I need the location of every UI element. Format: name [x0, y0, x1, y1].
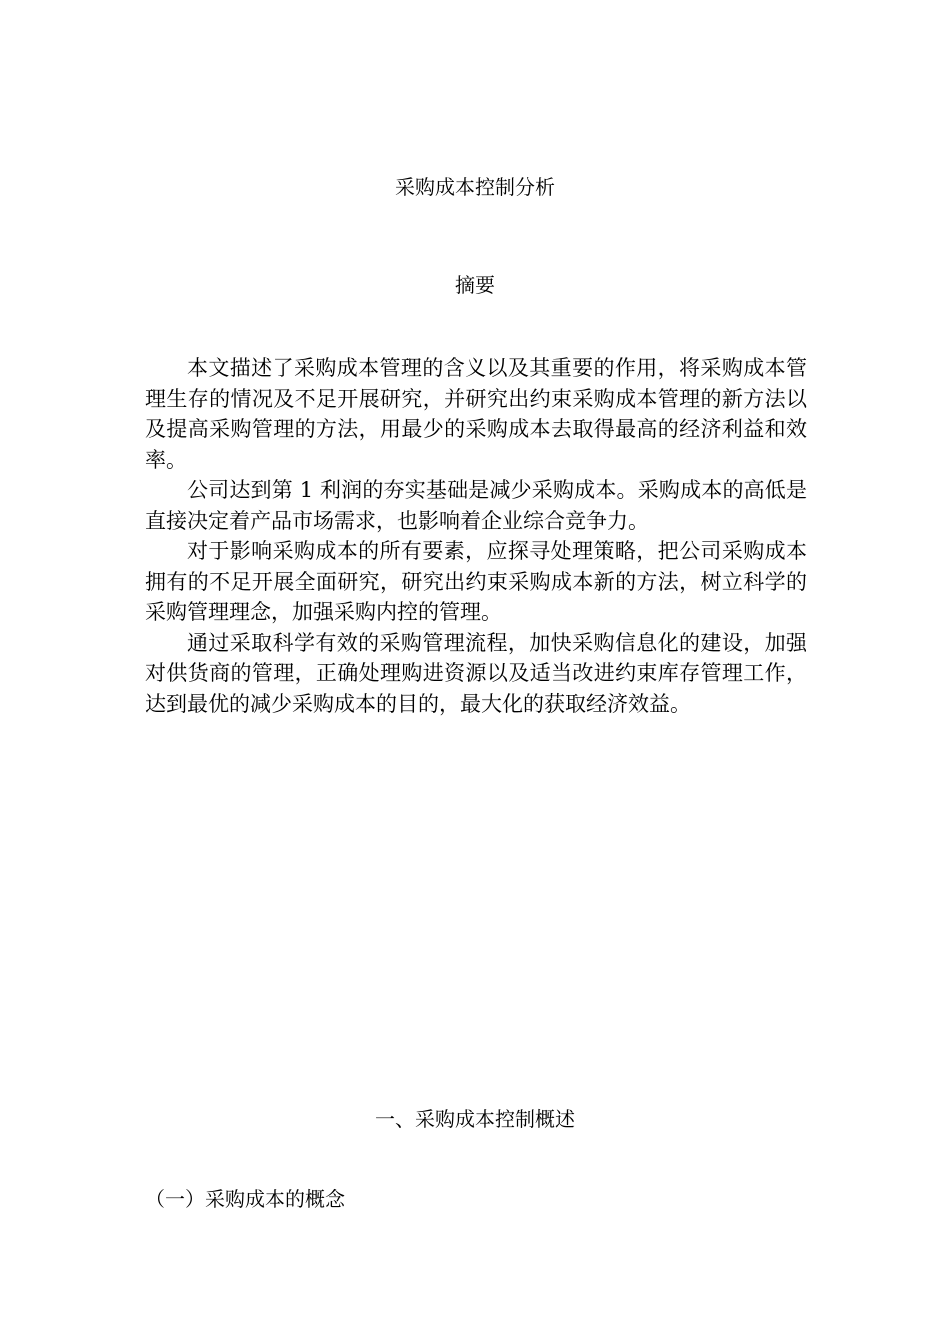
abstract-paragraph: 通过采取科学有效的采购管理流程，加快采购信息化的建设，加强对供货商的管理，正确处理购进资源以及适当改进约束库存管理工作，达到最优的减少采购成本的目的，最大化的获取经济效益。: [145, 630, 807, 716]
abstract-body: [145, 353, 807, 719]
abstract-paragraph: 本文描述了采购成本管理的含义以及其重要的作用，将采购成本管理生存的情况及不足开展研究，并研究出约束采购成本管理的新方法以及提高采购管理的方法，用最少的采购成本去取得最高的经济利益和效率。: [145, 356, 807, 472]
subsection-heading: （一）采购成本的概念: [145, 1187, 345, 1211]
abstract-heading: 摘要: [455, 273, 495, 297]
section-heading: 一、采购成本控制概述: [375, 1107, 575, 1131]
abstract-paragraph: 对于影响采购成本的所有要素，应探寻处理策略，把公司采购成本拥有的不足开展全面研究，研究出约束采购成本新的方法，树立科学的采购管理理念，加强采购内控的管理。: [145, 539, 807, 624]
abstract-paragraph: 公司达到第 1 利润的夯实基础是减少采购成本。采购成本的高低是直接决定着产品市场需求，也影响着企业综合竞争力。: [145, 478, 807, 533]
document-title: 采购成本控制分析: [395, 175, 555, 199]
